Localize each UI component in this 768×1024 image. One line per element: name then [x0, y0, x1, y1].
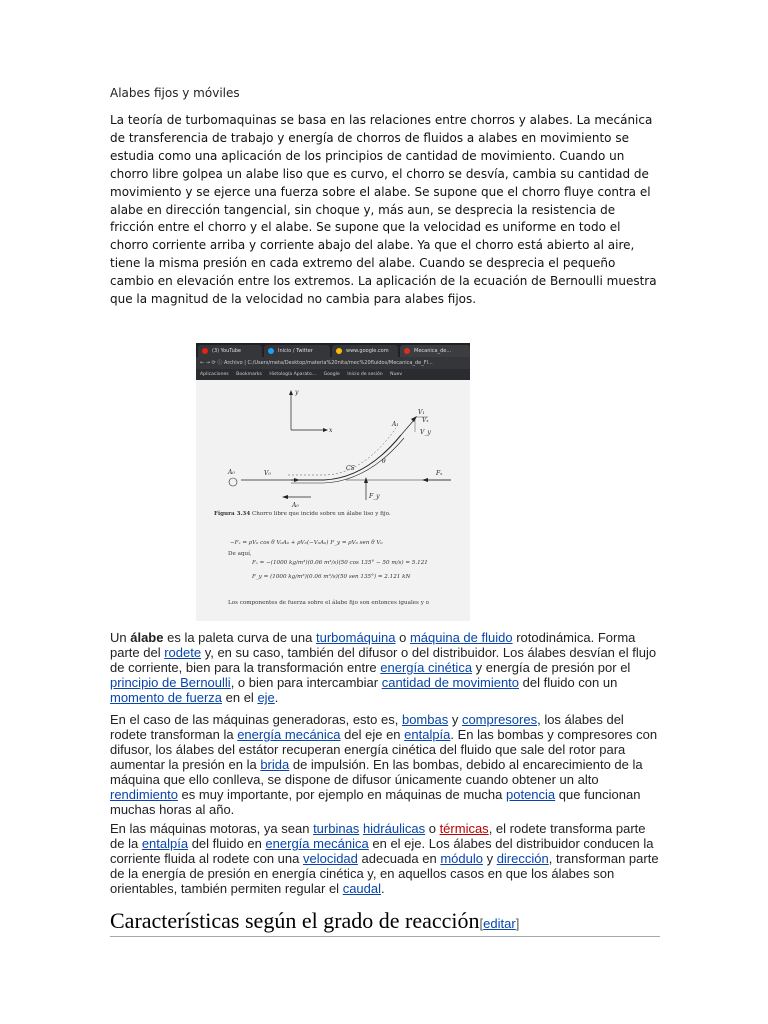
browser-tab-twitter: Inicio / Twitter [264, 345, 330, 357]
svg-text:θ: θ [382, 458, 386, 465]
youtube-icon [202, 348, 208, 354]
bookmark-item: Aplicaciones [200, 372, 229, 377]
twitter-icon [268, 348, 274, 354]
link-eje[interactable]: eje [257, 690, 275, 705]
vane-diagram [196, 380, 470, 520]
svg-text:V_y: V_y [420, 429, 431, 436]
svg-text:Fₓ: Fₓ [436, 470, 443, 477]
section-heading-text: Características según el grado de reacción [110, 908, 480, 933]
link-cantidad-de-movimiento[interactable]: cantidad de movimiento [381, 675, 520, 690]
svg-text:A₀: A₀ [292, 502, 299, 509]
link-caudal[interactable]: caudal [342, 881, 381, 896]
link-turbinas[interactable]: turbinas [313, 821, 360, 836]
bookmark-item: Histología Aparato... [269, 372, 317, 377]
link-rodete[interactable]: rodete [164, 645, 202, 660]
link-momento-de-fuerza[interactable]: momento de fuerza [110, 690, 223, 705]
equation-line: −Fₓ = ρV₀ cos θ V₀A₀ + ρV₀(−V₀A₀) F_y = ρV₀ sen θ V₀ [230, 540, 383, 546]
link-bombas[interactable]: bombas [401, 712, 449, 727]
svg-text:x: x [329, 427, 333, 434]
link-principio-de-bernoulli[interactable]: principio de Bernoulli [110, 675, 231, 690]
link-brida[interactable]: brida [260, 757, 290, 772]
link-turbomaquina[interactable]: turbomáquina [315, 630, 396, 645]
svg-text:A₁: A₁ [392, 421, 399, 428]
bookmark-item: Bookmarks [236, 372, 262, 377]
browser-tab-pdf: Mecanica_de... [400, 345, 470, 357]
equation-line: De aquí, [228, 551, 252, 557]
bookmark-item: Inicio de sesión [347, 372, 383, 377]
section-heading [110, 908, 660, 937]
link-direccion[interactable]: dirección [496, 851, 549, 866]
browser-tab-bar [196, 343, 470, 357]
pdf-icon [404, 348, 410, 354]
document-title: Alabes fijos y móviles [110, 86, 240, 100]
link-compresores[interactable]: compresores [461, 712, 538, 727]
link-rendimiento[interactable]: rendimiento [110, 787, 178, 802]
figure-caption: Figura 3.34 Chorro libre que incide sobre un álabe liso y fijo. [214, 511, 391, 517]
wiki-paragraph-3: En las máquinas motoras, ya sean turbinas hidráulicas o térmicas, el rodete transforma parte de la entalpía del fluido en energía mecánica en el eje. Los álabes del distribuidor conducen la corriente fluida al rodete con una velocidad adecuada en módulo y dirección, transforman parte de la energía de presión en energía cinética y, en aquellos casos en que los álabes son orientables, también permiten regular el caudal. [110, 821, 659, 896]
bookmark-item: Google [323, 372, 340, 377]
link-energia-cinetica[interactable]: energía cinética [380, 660, 473, 675]
link-energia-mecanica[interactable]: energía mecánica [237, 727, 341, 742]
browser-tab-youtube: (3) YouTube [198, 345, 262, 357]
link-energia-mecanica[interactable]: energía mecánica [265, 836, 369, 851]
edit-link[interactable]: editar [483, 916, 516, 931]
link-hidraulicas[interactable]: hidráulicas [362, 821, 426, 836]
browser-address-bar: ← → ⟳ ⓘ Archivo | C:/Users/meta/Desktop/materia%20nita/mec%20fluidos/Mecanica_de_Fl... [196, 357, 470, 369]
link-termicas[interactable]: térmicas [439, 821, 489, 836]
svg-text:CS: CS [346, 465, 355, 472]
svg-text:A₀: A₀ [228, 469, 235, 476]
svg-text:F_y: F_y [369, 493, 380, 500]
bookmark-item: Nuev [390, 372, 403, 377]
equation-line: F_y = (1000 kg/m³)(0.06 m³/s)(50 sen 135°) = 2.121 kN [252, 574, 411, 580]
figure-screenshot [196, 343, 470, 621]
wiki-paragraph-2: En el caso de las máquinas generadoras, esto es, bombas y compresores, los álabes del rodete transforman la energía mecánica del eje en entalpía. En las bombas y compresores con difusor, los álabes del estátor recuperan energía cinética del fluido que sale del rotor para aumentar la presión en la brida de impulsión. En las bombas, debido al encarecimiento de la máquina que ello conlleva, se dispone de difusor únicamente cuando obtener un alto rendimiento es muy importante, por ejemplo en máquinas de mucha potencia que funcionan muchas horas al año. [110, 712, 658, 817]
svg-text:V₁: V₁ [418, 409, 425, 416]
browser-tab-google: www.google.com [332, 345, 398, 357]
link-entalpia[interactable]: entalpía [404, 727, 451, 742]
edit-section: [editar] [479, 916, 520, 931]
link-modulo[interactable]: módulo [440, 851, 483, 866]
link-maquina-de-fluido[interactable]: máquina de fluido [409, 630, 513, 645]
intro-paragraph: La teoría de turbomaquinas se basa en las relaciones entre chorros y alabes. La mecánica de transferencia de trabajo y energía de chorros de fluidos a alabes en movimiento se estudia como una aplicación de los principios de cantidad de movimiento. Cuando un chorro libre golpea un alabe liso que es curvo, el chorro se desvía, cambia su cantidad de movimiento y se ejerce una fuerza sobre el alabe. Se supone que el chorro fluye contra el alabe en dirección tangencial, sin choque y, más aun, se desprecia la resistencia de fricción entre el chorro y el alabe. Se supone que la velocidad es uniforme en todo el chorro corriente arriba y corriente abajo del alabe. Ya que el chorro está abierto al aire, tiene la misma presión en cada extremo del alabe. Cuando se desprecia el pequeño cambio en elevación entre los extremos. La aplicación de la ecuación de Bernoulli muestra que la magnitud de la velocidad no cambia para alabes fijos. [110, 113, 657, 307]
browser-bookmarks-bar [196, 369, 470, 380]
equation-line: Fₓ = −(1000 kg/m³)(0.06 m³/s)(50 cos 135° − 50 m/s) = 5.121 [252, 560, 428, 566]
term-alabe: álabe [130, 630, 164, 645]
equation-line: Los componentes de fuerza sobre el álabe fijo son entonces iguales y o [228, 600, 429, 606]
link-velocidad[interactable]: velocidad [302, 851, 358, 866]
nav-arrows-icon: ← → ⟳ ⓘ [200, 360, 224, 366]
svg-text:y: y [295, 389, 299, 396]
google-icon [336, 348, 342, 354]
link-entalpia[interactable]: entalpía [141, 836, 189, 851]
link-potencia[interactable]: potencia [506, 787, 556, 802]
svg-text:Vₓ: Vₓ [422, 417, 429, 424]
wiki-paragraph-1: Un álabe es la paleta curva de una turbomáquina o máquina de fluido rotodinámica. Forma parte del rodete y, en su caso, también del difusor o del distribuidor. Los álabes desvían el flujo de corriente, bien para la transformación entre energía cinética y energía de presión por el principio de Bernoulli, o bien para intercambiar cantidad de movimiento del fluido con un momento de fuerza en el eje. [110, 630, 657, 705]
svg-text:V₀: V₀ [264, 470, 271, 477]
